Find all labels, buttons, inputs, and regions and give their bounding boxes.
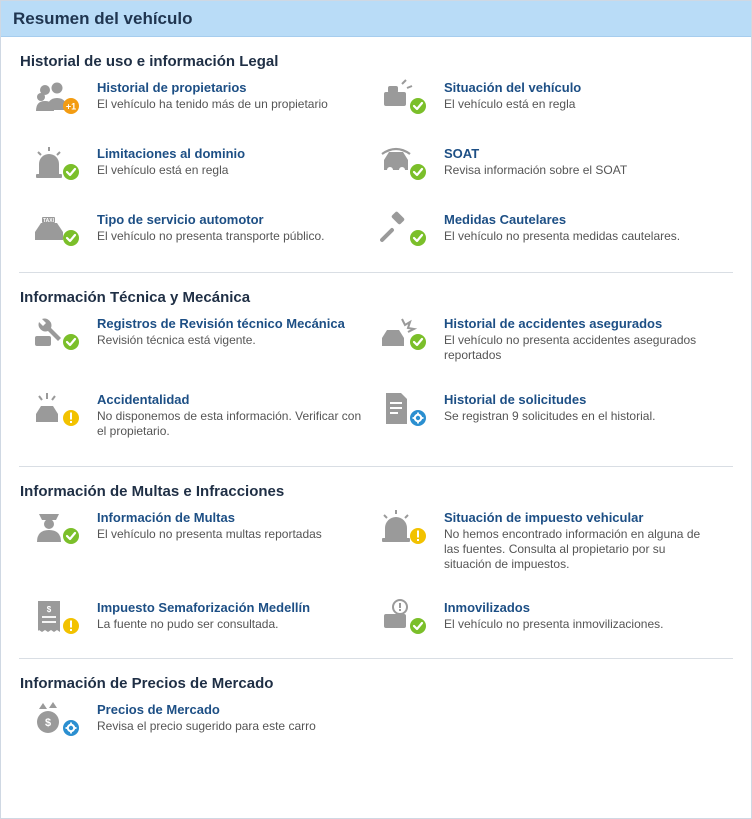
section-3 [19,659,733,760]
item-title[interactable]: Situación del vehículo [444,80,582,95]
item-description: El vehículo no presenta inmovilizaciones. [444,617,664,631]
item-text [440,314,713,363]
summary-item[interactable] [19,700,366,760]
item-text [440,210,713,244]
tax-alarm-icon [380,508,440,548]
item-title[interactable]: Limitaciones al dominio [97,146,246,161]
taxi-label: TAXI [42,217,55,224]
item-description: No hemos encontrado información en alguna de las fuentes. Consulta al propietario por su situación de impuestos. [444,527,701,571]
item-text [93,390,366,439]
card-header [1,1,751,37]
item-title[interactable]: Inmovilizados [444,600,530,615]
summary-item[interactable] [366,508,713,598]
summary-item[interactable] [19,314,366,390]
summary-item[interactable] [366,144,713,210]
svg-text:$: $ [46,605,52,614]
item-title[interactable]: Medidas Cautelares [444,212,567,227]
summary-item[interactable] [366,390,713,466]
summary-item[interactable] [366,210,713,272]
item-title[interactable]: SOAT [444,146,480,161]
receipt-icon [33,598,93,638]
item-text [440,390,713,424]
page-title: Resumen del vehículo [13,8,193,28]
section-grid [19,508,733,658]
owners-icon [33,78,93,118]
item-description: El vehículo no presenta transporte público. [97,229,325,243]
section-title: Historial de uso e información Legal [20,53,279,70]
accident-icon [33,390,93,430]
item-description: Revisa información sobre el SOAT [444,163,628,177]
summary-item[interactable] [19,78,366,144]
section-0 [19,37,733,273]
item-description: Revisa el precio sugerido para este carro [97,719,316,733]
summary-item[interactable] [19,598,366,658]
vehicle-status-icon [380,78,440,118]
item-description: Se registran 9 solicitudes en el historial. [444,409,656,423]
item-title[interactable]: Historial de propietarios [97,80,247,95]
item-text [93,314,366,348]
taxi-icon [33,210,93,250]
wrench-icon [33,314,93,354]
item-title[interactable]: Tipo de servicio automotor [97,212,264,227]
document-gear-icon [380,390,440,430]
item-description: El vehículo no presenta accidentes asegurados reportados [444,333,697,362]
item-text [93,210,366,244]
summary-item[interactable] [19,210,366,272]
item-description: El vehículo está en regla [444,97,576,111]
item-title[interactable]: Impuesto Semaforización Medellín [97,600,311,615]
section-title: Información de Multas e Infracciones [20,483,285,500]
section-title: Información Técnica y Mecánica [20,289,251,306]
item-text [440,598,713,632]
item-text [93,508,366,542]
item-description: La fuente no pudo ser consultada. [97,617,279,631]
section-1 [19,273,733,467]
item-text [440,144,713,178]
item-text [93,78,366,112]
item-text [440,508,713,572]
item-description: Revisión técnica está vigente. [97,333,256,347]
item-text [93,598,366,632]
traffic-officer-icon [33,508,93,548]
item-description: El vehículo está en regla [97,163,229,177]
item-text [93,144,366,178]
summary-item[interactable] [366,314,713,390]
item-description: No disponemos de esta información. Verificar con el propietario. [97,409,362,438]
immobilized-icon [380,598,440,638]
summary-item[interactable] [19,144,366,210]
status-count: +1 [65,101,77,112]
item-description: El vehículo no presenta medidas cautelares. [444,229,681,243]
section-grid [19,78,733,272]
gavel-icon [380,210,440,250]
item-title[interactable]: Registros de Revisión técnico Mecánica [97,316,345,331]
item-text [93,700,366,734]
section-grid [19,314,733,466]
item-description: El vehículo ha tenido más de un propietario [97,97,328,111]
insured-car-icon [380,144,440,184]
item-text [440,78,713,112]
section-2 [19,467,733,659]
item-title[interactable]: Información de Multas [97,510,235,525]
alarm-light-icon [33,144,93,184]
sections-container [1,37,751,760]
crash-icon [380,314,440,354]
svg-text:$: $ [44,717,52,729]
item-title[interactable]: Precios de Mercado [97,702,220,717]
section-title: Información de Precios de Mercado [20,675,274,692]
item-title[interactable]: Accidentalidad [97,392,190,407]
price-icon [33,700,93,740]
summary-item[interactable] [366,598,713,658]
summary-item[interactable] [19,390,366,466]
summary-item[interactable] [366,78,713,144]
item-title[interactable]: Historial de accidentes asegurados [444,316,663,331]
summary-item[interactable] [19,508,366,598]
item-title[interactable]: Situación de impuesto vehicular [444,510,644,525]
item-title[interactable]: Historial de solicitudes [444,392,587,407]
section-grid [19,700,733,760]
item-description: El vehículo no presenta multas reportadas [97,527,322,541]
